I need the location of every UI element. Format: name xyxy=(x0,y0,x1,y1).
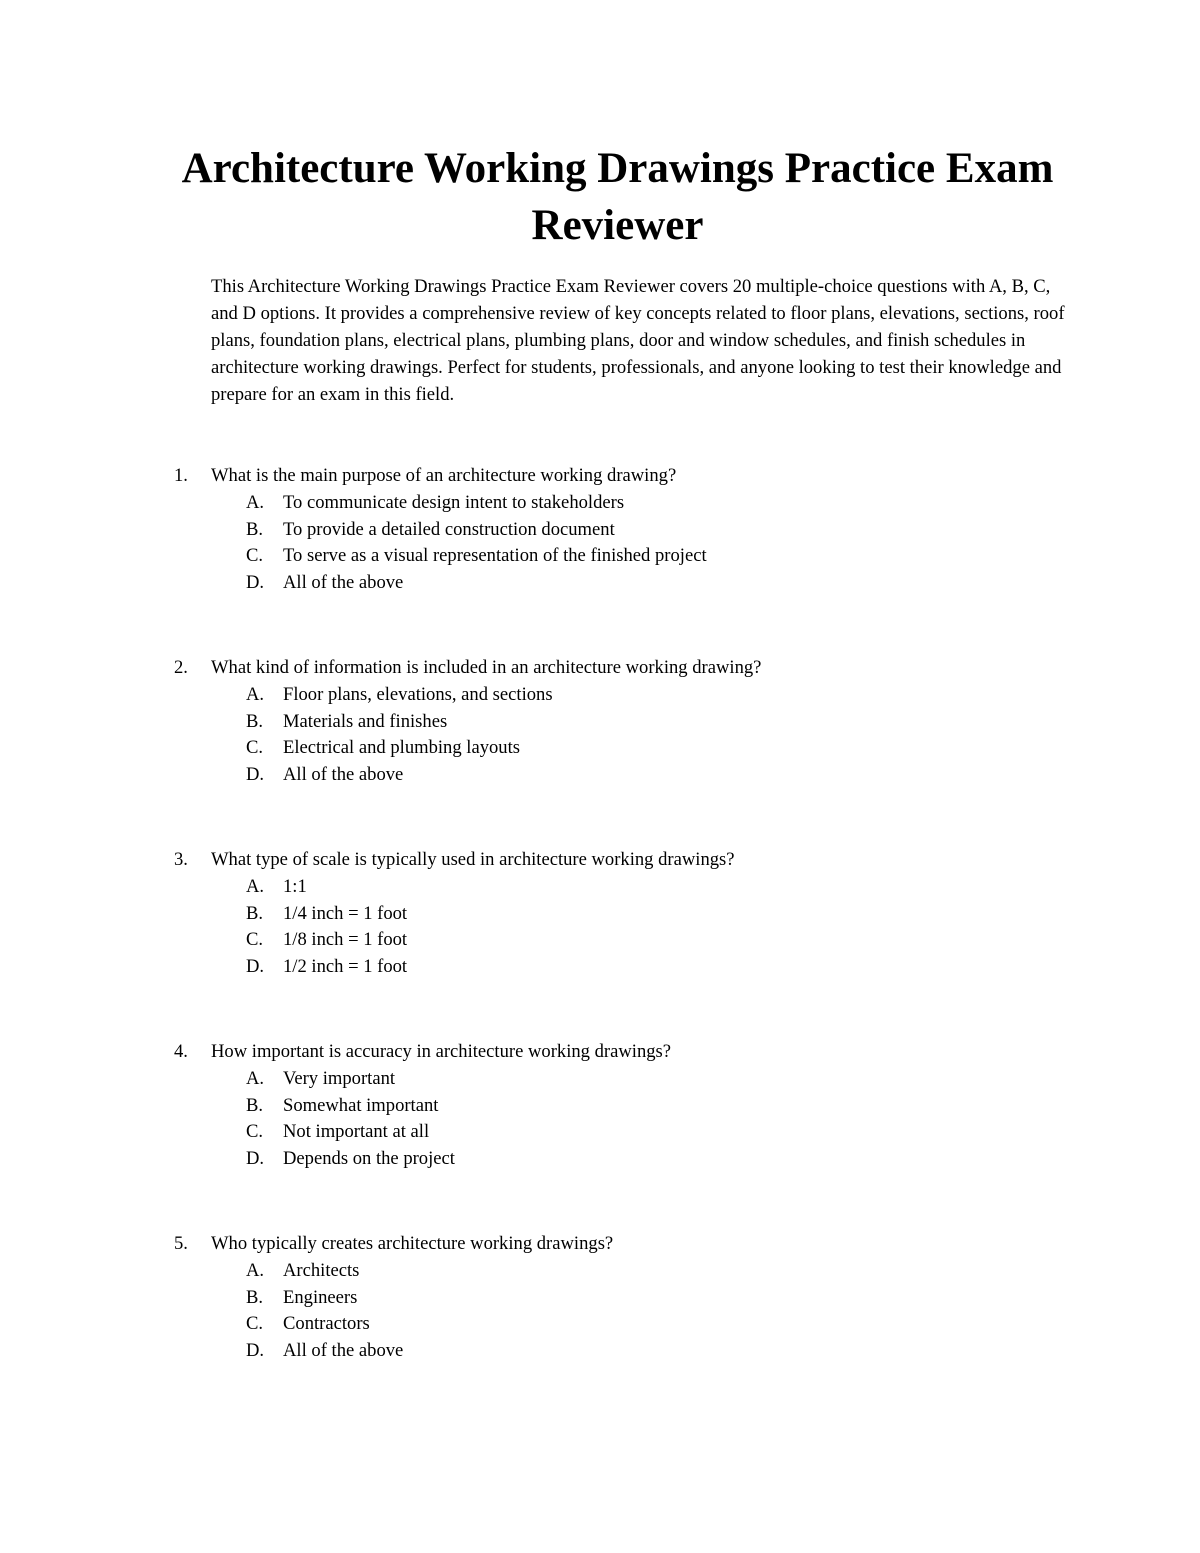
option-text: To communicate design intent to stakeholders xyxy=(283,492,625,513)
option-b xyxy=(0,1284,1200,1311)
option-text: 1/8 inch = 1 foot xyxy=(283,929,408,950)
option-d xyxy=(0,1337,1200,1364)
option-letter: A. xyxy=(246,492,265,513)
option-letter: B. xyxy=(246,1287,264,1308)
option-letter: D. xyxy=(246,764,265,785)
option-c xyxy=(0,926,1200,953)
option-text: Very important xyxy=(283,1068,396,1089)
option-b xyxy=(0,900,1200,927)
option-letter: B. xyxy=(246,519,264,540)
option-letter: B. xyxy=(246,711,264,732)
option-letter: C. xyxy=(246,737,264,758)
option-a xyxy=(0,873,1200,900)
option-text: Engineers xyxy=(283,1287,358,1308)
option-c xyxy=(0,734,1200,761)
intro-paragraph: This Architecture Working Drawings Practice Exam Reviewer covers 20 multiple-choice questions with A, B, C, and D options. It provides a comprehensive review of key concepts related to floor plans, elevations, sections, roof plans, foundation plans, electrical plans, plumbing plans, door and window schedules, and finish schedules in architecture working drawings. Perfect for students, professionals, and anyone looking to test their knowledge and prepare for an exam in this field. xyxy=(211,276,1065,405)
question-number: 3. xyxy=(174,849,188,870)
option-a xyxy=(0,489,1200,516)
option-text: Floor plans, elevations, and sections xyxy=(283,684,553,705)
option-text: Somewhat important xyxy=(283,1095,439,1116)
option-letter: D. xyxy=(246,956,265,977)
option-letter: A. xyxy=(246,1260,265,1281)
question-number: 1. xyxy=(174,465,188,486)
option-letter: D. xyxy=(246,1148,265,1169)
option-d xyxy=(0,761,1200,788)
option-letter: A. xyxy=(246,684,265,705)
option-letter: A. xyxy=(246,876,265,897)
option-text: Electrical and plumbing layouts xyxy=(283,737,521,758)
option-text: Architects xyxy=(283,1260,360,1281)
option-text: Not important at all xyxy=(283,1121,430,1142)
option-text: All of the above xyxy=(283,764,404,785)
question-text: What is the main purpose of an architecture working drawing? xyxy=(211,465,677,486)
option-text: Materials and finishes xyxy=(283,711,448,732)
question-text: What type of scale is typically used in architecture working drawings? xyxy=(211,849,735,870)
option-letter: C. xyxy=(246,1121,264,1142)
question-text: Who typically creates architecture working drawings? xyxy=(211,1233,614,1254)
option-c xyxy=(0,1118,1200,1145)
question-number: 2. xyxy=(174,657,188,678)
option-letter: B. xyxy=(246,903,264,924)
question-number: 5. xyxy=(174,1233,188,1254)
option-d xyxy=(0,953,1200,980)
option-text: To serve as a visual representation of the finished project xyxy=(283,545,707,566)
option-letter: C. xyxy=(246,545,264,566)
option-letter: C. xyxy=(246,929,264,950)
option-text: Contractors xyxy=(283,1313,370,1334)
option-text: To provide a detailed construction document xyxy=(283,519,615,540)
option-b xyxy=(0,516,1200,543)
option-text: 1/2 inch = 1 foot xyxy=(283,956,408,977)
option-c xyxy=(0,1310,1200,1337)
option-text: 1/4 inch = 1 foot xyxy=(283,903,408,924)
option-text: 1:1 xyxy=(283,876,307,897)
question-text: How important is accuracy in architecture working drawings? xyxy=(211,1041,672,1062)
document-title: Architecture Working Drawings Practice Exam Reviewer xyxy=(181,145,1054,249)
option-d xyxy=(0,1145,1200,1172)
question-text: What kind of information is included in an architecture working drawing? xyxy=(211,657,762,678)
option-b xyxy=(0,1092,1200,1119)
option-letter: B. xyxy=(246,1095,264,1116)
option-a xyxy=(0,1065,1200,1092)
option-b xyxy=(0,708,1200,735)
option-d xyxy=(0,569,1200,596)
question-number: 4. xyxy=(174,1041,188,1062)
option-letter: A. xyxy=(246,1068,265,1089)
option-text: All of the above xyxy=(283,1340,404,1361)
option-letter: C. xyxy=(246,1313,264,1334)
option-letter: D. xyxy=(246,1340,265,1361)
option-letter: D. xyxy=(246,572,265,593)
option-a xyxy=(0,681,1200,708)
option-text: Depends on the project xyxy=(283,1148,455,1169)
option-text: All of the above xyxy=(283,572,404,593)
option-a xyxy=(0,1257,1200,1284)
option-c xyxy=(0,542,1200,569)
